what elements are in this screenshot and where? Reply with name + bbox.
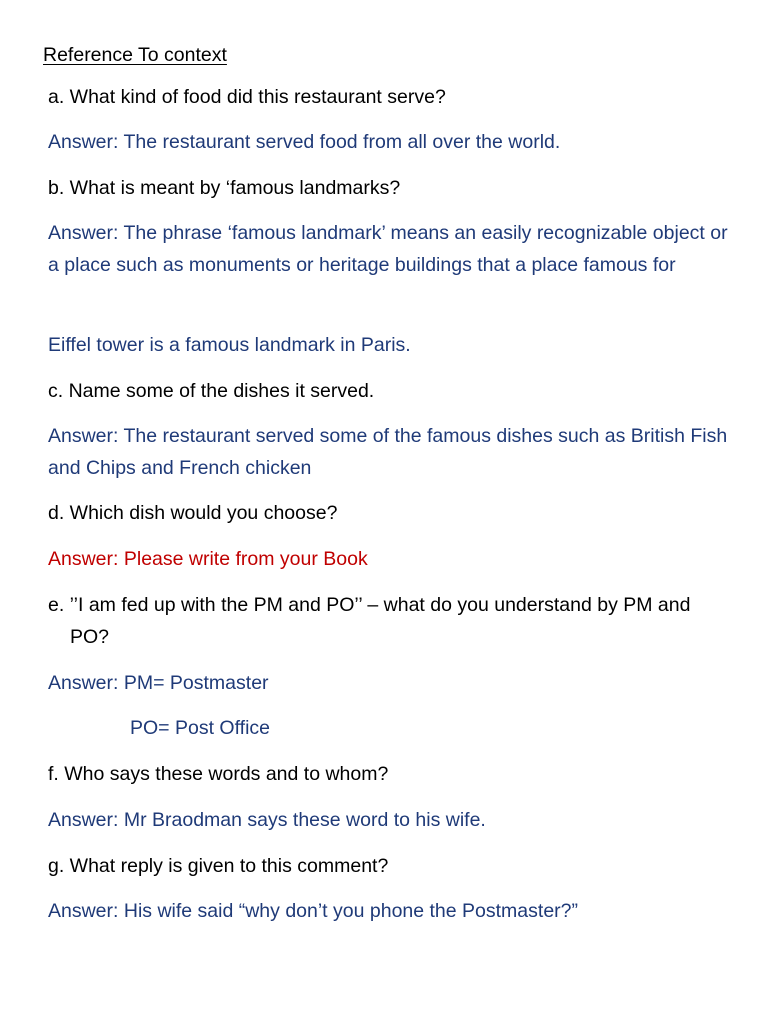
question-e: e. ’’I am fed up with the PM and PO’’ – what do you understand by PM and PO?: [48, 594, 691, 648]
answer-d: Answer: Please write from your Book: [48, 548, 368, 570]
question-c: c. Name some of the dishes it served.: [48, 380, 375, 402]
question-g: g. What reply is given to this comment?: [48, 855, 389, 877]
answer-b-example: Eiffel tower is a famous landmark in Paris.: [48, 334, 411, 356]
answer-f: Answer: Mr Braodman says these word to his wife.: [48, 809, 486, 831]
question-b: b. What is meant by ‘famous landmarks?: [48, 177, 401, 199]
answer-e-po: PO= Post Office: [130, 717, 270, 739]
answer-c: Answer: The restaurant served some of the famous dishes such as British Fish and Chips and French chicken: [48, 425, 728, 479]
answer-a: Answer: The restaurant served food from all over the world.: [48, 131, 561, 153]
answer-b: Answer: The phrase ‘famous landmark’ means an easily recognizable object or a place such as monuments or heritage buildings that a place famous for: [48, 222, 728, 276]
question-f: f. Who says these words and to whom?: [48, 763, 389, 785]
question-a: a. What kind of food did this restaurant serve?: [48, 86, 446, 108]
question-d: d. Which dish would you choose?: [48, 502, 338, 524]
answer-e: Answer: PM= Postmaster: [48, 672, 269, 694]
page-title: Reference To context: [43, 44, 227, 66]
answer-g: Answer: His wife said “why don’t you phone the Postmaster?”: [48, 900, 578, 922]
